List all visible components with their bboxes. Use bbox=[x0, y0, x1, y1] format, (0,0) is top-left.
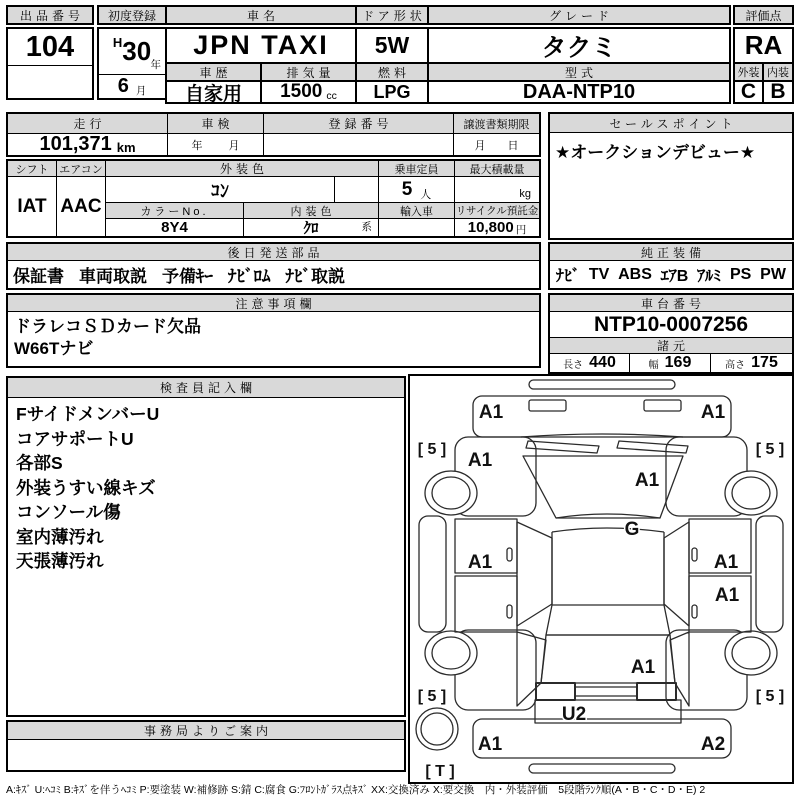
car-topview-icon bbox=[410, 376, 792, 782]
car-name-header: 車名 bbox=[165, 5, 357, 25]
inspector-note-line: FサイドメンバーU bbox=[16, 404, 160, 424]
auction-number-header: 出品番号 bbox=[6, 5, 94, 25]
exterior-color-value: ｺﾝ bbox=[106, 177, 335, 203]
caution-line: W66Tナビ bbox=[14, 339, 94, 358]
later-part-item: 保証書 bbox=[13, 267, 64, 286]
spare-tire-mark: [ T ] bbox=[425, 763, 455, 780]
transfer-deadline-value bbox=[454, 134, 539, 155]
interior-color-value bbox=[244, 219, 379, 236]
fuel-header: 燃料 bbox=[355, 62, 429, 82]
car-history-value: 自家用 bbox=[165, 80, 262, 104]
equipment-item: ﾅﾋﾞ bbox=[556, 268, 581, 285]
inspection-month-unit: 月 bbox=[228, 140, 240, 152]
displacement-unit: cc bbox=[326, 90, 337, 102]
inspector-notes-lines bbox=[8, 402, 404, 574]
transfer-deadline-header: 譲渡書類期限 bbox=[454, 114, 539, 134]
model-code-value: DAA-NTP10 bbox=[427, 80, 731, 104]
tire-mark-rear-left: [ 5 ] bbox=[417, 688, 447, 705]
mileage-value bbox=[8, 134, 168, 155]
capacity-number: 5 bbox=[401, 178, 413, 200]
damage-mark-left-door: A1 bbox=[467, 552, 493, 573]
later-part-item: ﾅﾋﾞ取説 bbox=[285, 267, 345, 286]
width-value: 169 bbox=[664, 354, 692, 371]
recycle-deposit-unit: 円 bbox=[515, 223, 527, 236]
cautions-header: 注意事項欄 bbox=[8, 295, 539, 312]
sales-point-block bbox=[548, 112, 794, 240]
exterior-color-header: 外装色 bbox=[106, 161, 379, 177]
oem-equipment-value bbox=[550, 261, 792, 288]
row2-block bbox=[6, 112, 541, 157]
damage-mark-rear-bumper-right: A2 bbox=[700, 734, 726, 755]
first-registration-month bbox=[99, 75, 165, 98]
max-load-value bbox=[455, 177, 539, 203]
tire-mark-front-right: [ 5 ] bbox=[755, 441, 785, 458]
mileage-number: 101,371 bbox=[39, 133, 112, 155]
inspector-notes-block bbox=[6, 376, 406, 717]
first-registration-header: 初度登録 bbox=[97, 5, 167, 25]
damage-mark-front-left-fender: A1 bbox=[467, 450, 493, 471]
max-load-header: 最大積載量 bbox=[455, 161, 539, 177]
dimension-height bbox=[711, 354, 792, 372]
damage-mark-tailgate: A1 bbox=[630, 657, 656, 678]
interior-grade-header: 内装 bbox=[762, 62, 794, 82]
later-part-item: 車両取説 bbox=[79, 267, 147, 286]
registration-number-header: 登録番号 bbox=[264, 114, 454, 134]
auction-number-value: 104 bbox=[8, 29, 92, 66]
damage-mark-rear-bumper-left: A1 bbox=[477, 734, 503, 755]
damage-code-legend: A:ｷｽﾞ U:ﾍｺﾐ B:ｷｽﾞを伴うﾍｺﾐ P:要塗装 W:補修跡 S:錆 C:腐食 G:ﾌﾛﾝﾄｶﾞﾗｽ点ｷｽﾞ XX:交換済み X:要交換 内・外装評価 5段階ﾗﾝｸ順(A・B・C・D・E) 2 bbox=[6, 784, 706, 796]
inspector-note-line: 各部S bbox=[16, 453, 63, 473]
door-shape-header: ドア形状 bbox=[355, 5, 429, 25]
tire-mark-rear-right: [ 5 ] bbox=[755, 688, 785, 705]
interior-color-header: 内装色 bbox=[244, 203, 379, 219]
dimension-width bbox=[630, 354, 711, 372]
exterior-color-sub-cell bbox=[335, 177, 379, 203]
inspector-note-line: コアサポートU bbox=[16, 428, 134, 449]
reg-year: 30 bbox=[122, 36, 152, 66]
era-letter: H bbox=[112, 35, 123, 50]
equipment-item: TV bbox=[588, 265, 610, 283]
office-notice-block bbox=[6, 720, 406, 772]
fuel-value: LPG bbox=[355, 80, 429, 104]
dimensions-header: 諸元 bbox=[550, 338, 792, 354]
length-label: 長さ bbox=[563, 359, 584, 371]
import-car-header: 輸入車 bbox=[379, 203, 455, 219]
grade-header: グレード bbox=[427, 5, 731, 25]
later-parts-block bbox=[6, 242, 541, 290]
width-label: 幅 bbox=[648, 359, 659, 371]
damage-mark-cowl: G bbox=[624, 519, 640, 540]
office-notice-header: 事務局よりご案内 bbox=[8, 722, 404, 740]
mileage-header: 走行 bbox=[8, 114, 168, 134]
shift-header: シフト bbox=[8, 161, 57, 177]
month-unit: 月 bbox=[135, 85, 147, 97]
inspection-header: 車検 bbox=[168, 114, 264, 134]
damage-mark-front-bumper-left: A1 bbox=[478, 402, 504, 423]
exterior-grade-header: 外装 bbox=[733, 62, 764, 82]
displacement-header: 排気量 bbox=[260, 62, 357, 82]
later-parts-header: 後日発送部品 bbox=[8, 244, 539, 261]
displacement-number: 1500 bbox=[280, 81, 323, 102]
displacement-value bbox=[260, 80, 357, 104]
later-parts-value bbox=[8, 261, 539, 288]
car-history-header: 車歴 bbox=[165, 62, 262, 82]
height-label: 高さ bbox=[725, 359, 746, 371]
inspector-note-line: コンソール傷 bbox=[16, 502, 121, 522]
interior-color-unit: 系 bbox=[361, 221, 372, 233]
aircon-value: AAC bbox=[57, 177, 106, 236]
capacity-header: 乗車定員 bbox=[379, 161, 455, 177]
damage-mark-right-front-door: A1 bbox=[713, 552, 739, 573]
tire-mark-front-left: [ 5 ] bbox=[417, 441, 447, 458]
interior-color-text: ｸﾛ bbox=[303, 220, 319, 237]
capacity-value bbox=[379, 177, 455, 203]
inspector-note-line: 天張薄汚れ bbox=[16, 551, 104, 571]
inspector-note-line: 外装うすい線キズ bbox=[16, 477, 156, 498]
inspector-notes-header: 検査員記入欄 bbox=[8, 378, 404, 398]
caution-line: ドラレコＳＤカード欠品 bbox=[14, 317, 201, 336]
color-no-value: 8Y4 bbox=[106, 219, 244, 236]
later-part-item: 予備ｷｰ bbox=[162, 267, 213, 286]
aircon-header: エアコン bbox=[57, 161, 106, 177]
exterior-grade-value: C bbox=[733, 80, 764, 104]
model-code-header: 型式 bbox=[427, 62, 731, 82]
row3-block bbox=[6, 159, 541, 238]
interior-grade-value: B bbox=[762, 80, 794, 104]
registration-number-value bbox=[264, 134, 454, 155]
length-value: 440 bbox=[589, 354, 616, 371]
car-damage-diagram bbox=[408, 374, 794, 784]
equipment-item: ｴｱB bbox=[660, 268, 689, 285]
chassis-number-value: NTP10-0007256 bbox=[550, 312, 792, 338]
import-car-value bbox=[379, 219, 455, 236]
capacity-unit: 人 bbox=[420, 188, 432, 201]
inspector-note-line: 室内薄汚れ bbox=[16, 526, 104, 547]
first-registration-box bbox=[97, 27, 167, 100]
equipment-item: ABS bbox=[618, 265, 652, 283]
score-value: RA bbox=[733, 27, 794, 64]
sales-point-value: ★オークションデビュー★ bbox=[555, 143, 756, 162]
dimension-length bbox=[550, 354, 630, 372]
damage-mark-rear-panel: U2 bbox=[561, 704, 587, 725]
oem-equipment-block bbox=[548, 242, 794, 290]
recycle-deposit-value bbox=[455, 219, 539, 236]
shift-value: IAT bbox=[8, 177, 57, 236]
inspection-value bbox=[168, 134, 264, 155]
equipment-item: PW bbox=[760, 265, 786, 283]
color-no-header: カラーNo. bbox=[106, 203, 244, 219]
chassis-number-header: 車台番号 bbox=[550, 295, 792, 312]
recycle-deposit-number: 10,800 bbox=[467, 219, 514, 236]
damage-mark-front-bumper-right: A1 bbox=[700, 402, 726, 423]
sales-point-header: セールスポイント bbox=[550, 114, 792, 133]
door-shape-value: 5W bbox=[355, 27, 429, 64]
deadline-month-unit: 月 bbox=[474, 140, 486, 152]
first-registration-year bbox=[99, 29, 165, 75]
equipment-item: ｱﾙﾐ bbox=[697, 268, 722, 285]
deadline-day-unit: 日 bbox=[507, 140, 519, 152]
recycle-deposit-header: リサイクル預託金 bbox=[455, 205, 539, 217]
damage-mark-windshield: A1 bbox=[634, 470, 660, 491]
damage-mark-right-rear-door: A1 bbox=[714, 585, 740, 606]
height-value: 175 bbox=[751, 354, 778, 371]
car-name-value: JPN TAXI bbox=[165, 27, 357, 64]
inspection-year-unit: 年 bbox=[191, 140, 203, 152]
grade-value: タクミ bbox=[427, 27, 731, 64]
mileage-unit: km bbox=[116, 139, 136, 155]
year-unit: 年 bbox=[150, 59, 161, 71]
cautions-lines bbox=[8, 316, 539, 360]
chassis-block bbox=[548, 293, 794, 374]
cautions-block bbox=[6, 293, 541, 368]
score-header: 評価点 bbox=[733, 5, 794, 25]
later-part-item: ﾅﾋﾞﾛﾑ bbox=[228, 267, 271, 286]
equipment-item: PS bbox=[729, 265, 752, 283]
max-load-unit: kg bbox=[519, 188, 531, 200]
oem-equipment-header: 純正装備 bbox=[550, 244, 792, 261]
reg-month: 6 bbox=[117, 75, 129, 97]
auction-number-box bbox=[6, 27, 94, 100]
